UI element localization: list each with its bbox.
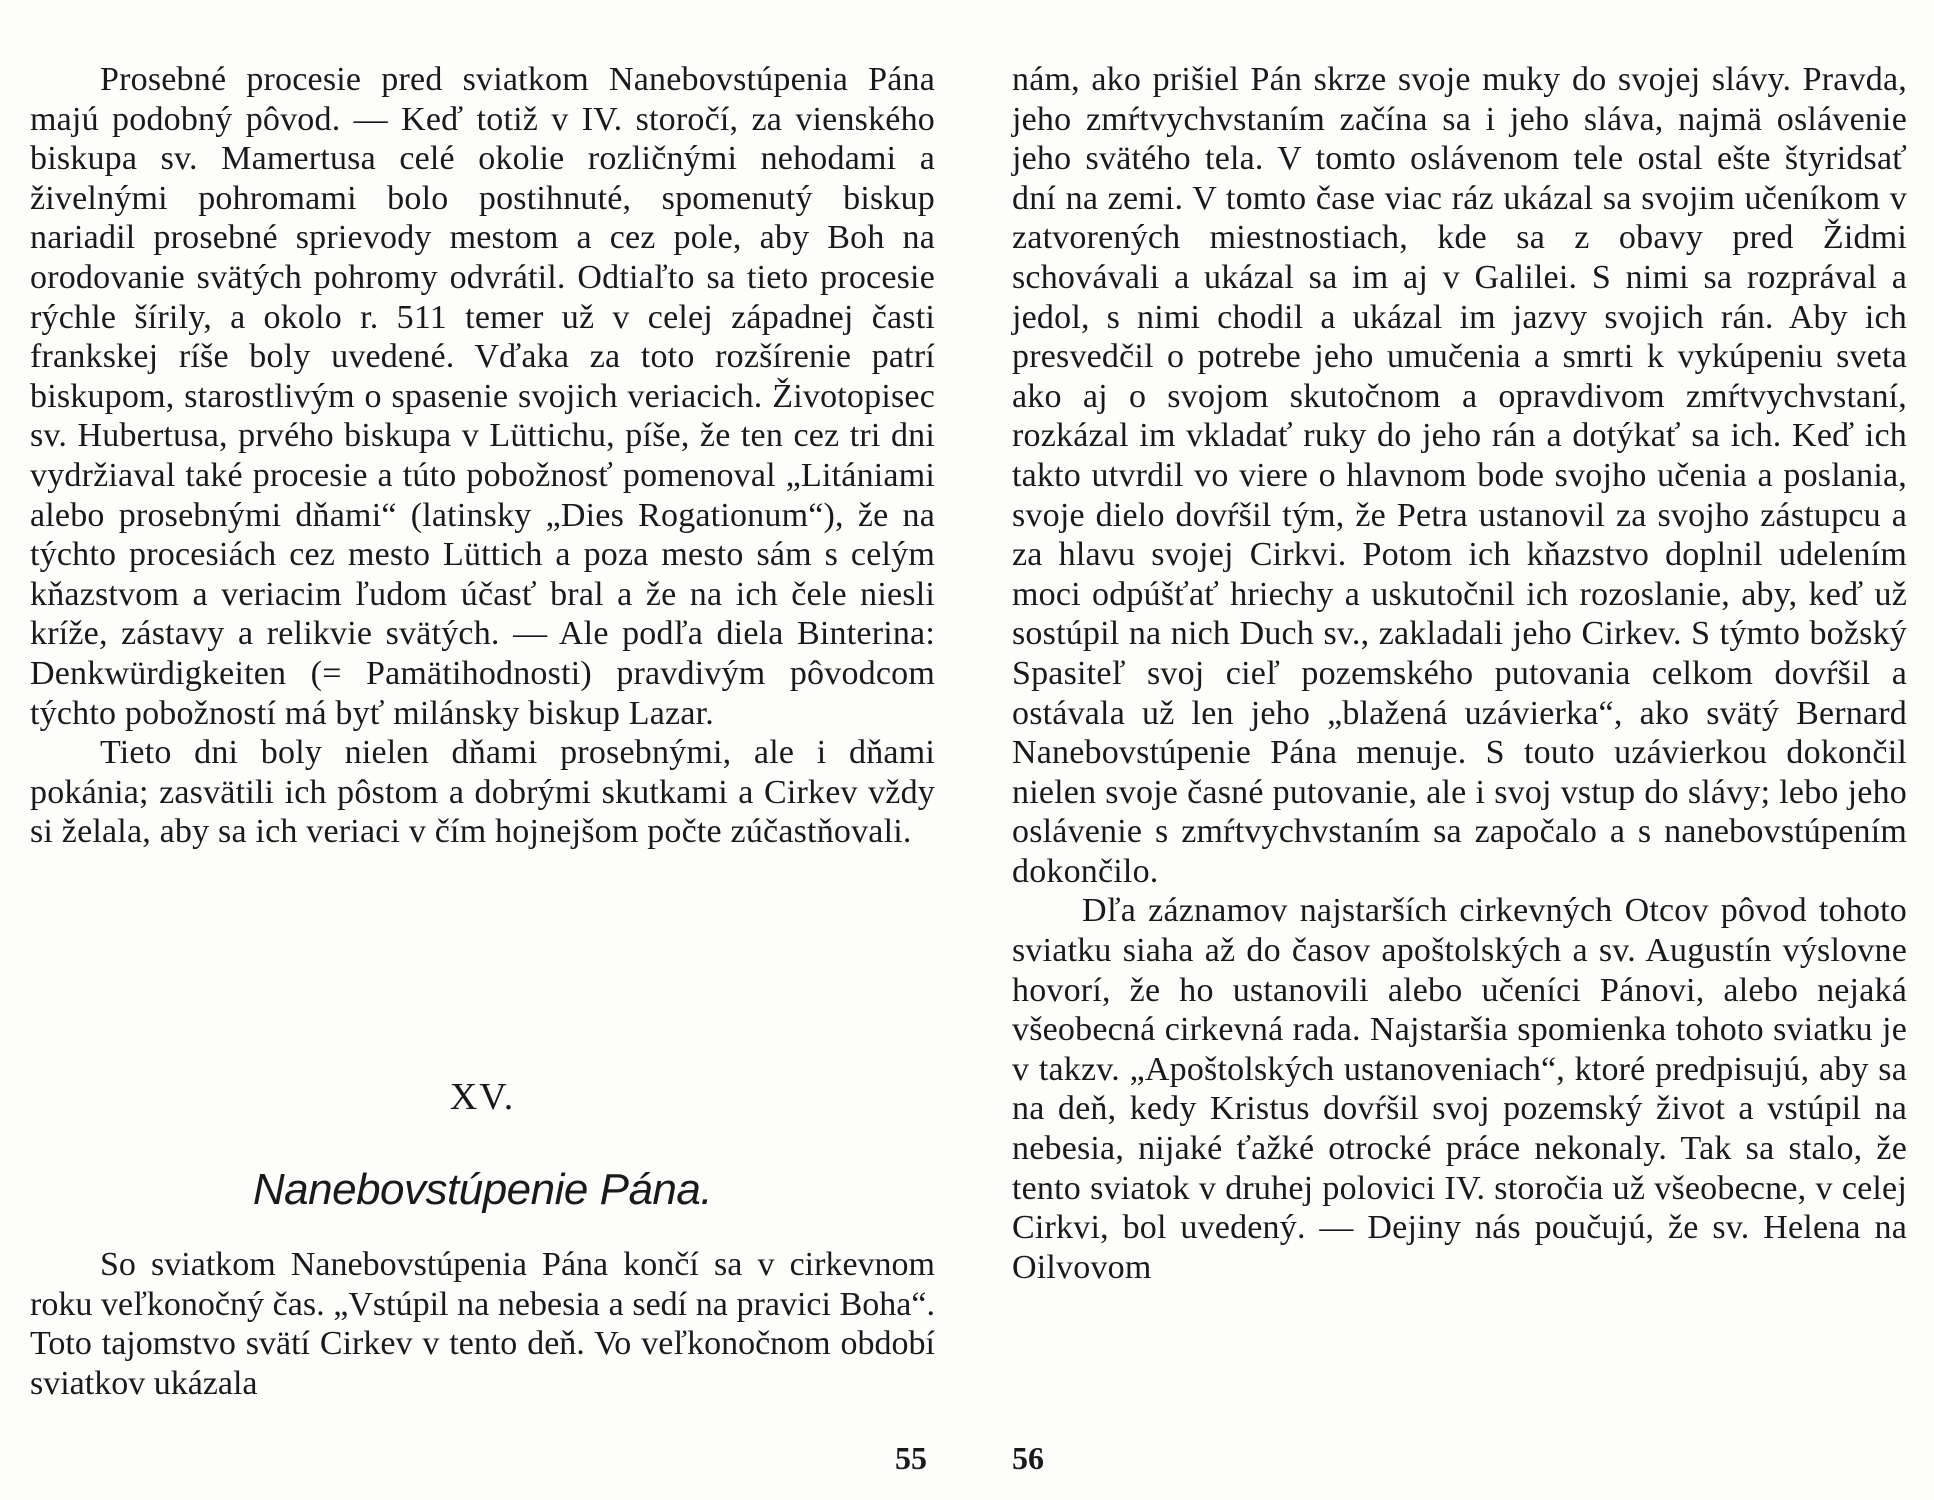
chapter-body [30,1245,935,1403]
left-paragraph-3: So sviatkom Nanebovstúpenia Pána končí sa v cirkevnom roku veľkonočný čas. „Vstúpil na nebesia a sedí na pravici Boha“. Toto tajomstvo svätí Cirkev v tento deň. Vo veľkonočnom období sviatkov ukázala [30,1246,935,1402]
left-page-text-column [30,60,935,852]
left-paragraph-2: Tieto dni boly nielen dňami prosebnými, ale i dňami pokánia; zasvätili ich pôstom a dobrými skutkami a Cirkev vždy si želala, aby sa ich veriaci v čím hojnejšom počte zúčastňovali. [30,734,935,851]
chapter-title: Nanebovstúpenie Pána. [252,1165,713,1214]
right-paragraph-1: nám, ako prišiel Pán skrze svoje muky do svojej slávy. Pravda, jeho zmŕtvychvstaním začína sa i jeho sláva, najmä oslávenie jeho svätého tela. V tomto oslávenom tele ostal ešte štyridsať dní na zemi. V tomto čase viac ráz ukázal sa svojim učeníkom v zatvorených miestnostiach, kde sa z obavy pred Židmi schovávali a ukázal sa im aj v Galilei. S nimi sa rozprával a jedol, s nimi chodil a ukázal im jazvy svojich rán. Aby ich presvedčil o potrebe jeho umučenia a smrti k vykúpeniu sveta ako aj o svojom skutočnom a opravdivom zmŕtvychvstaní, rozkázal im vkladať ruky do jeho rán a dotýkať sa ich. Keď ich takto utvrdil vo viere o hlavnom bode svojho učenia a poslania, svoje dielo dovŕšil tým, že Petra ustanovil za svojho zástupcu a za hlavu svojej Cirkvi. Potom ich kňazstvo doplnil udelením moci odpúšťať hriechy a uskutočnil ich rozoslanie, aby, keď už sostúpil na nich Duch sv., zakladali jeho Cirkev. S týmto božský Spasiteľ svoj cieľ pozemského putovania celkom dovŕšil a ostávala už len jeho „blažená uzávierka“, ako svätý Bernard Nanebovstúpenie Pána menuje. S touto uzávierkou dokončil nielen svoje časné putovanie, ale i svoj vstup do slávy; lebo jeho oslávenie s zmŕtvychvstaním sa započalo a s nanebovstúpením dokončilo. [1012,61,1907,890]
chapter-number: XV. [449,1076,516,1118]
right-page [967,0,1934,1500]
page-number-right: 56 [1012,1440,1044,1476]
right-paragraph-2: Dľa záznamov najstarších cirkevných Otcov pôvod tohoto sviatku siaha až do časov apoštolských a sv. Augustín výslovne hovorí, že ho ustanovili alebo učeníci Pánovi, alebo nejaká všeobecná cirkevná rada. Najstaršia spomienka tohoto sviatku je v takzv. „Apoštolských ustanoveniach“, ktoré predpisujú, aby sa na deň, kedy Kristus dovŕšil svoj pozemský život a vstúpil na nebesia, nijaké ťažké otrocké práce nekonaly. Tak sa stalo, že tento sviatok v druhej polovici IV. storočia už všeobecne, v celej Cirkvi, bol uvedený. — Dejiny nás poučujú, že sv. Helena na Oilvovom [1012,892,1907,1286]
right-page-text-column [1012,60,1907,1287]
left-paragraph-1: Prosebné procesie pred sviatkom Nanebovstúpenia Pána majú podobný pôvod. — Keď totiž v IV. storočí, za vienského biskupa sv. Mamertusa celé okolie rozličnými nehodami a živelnými pohromami bolo postihnuté, spomenutý biskup nariadil prosebné sprievody mestom a cez pole, aby Boh na orodovanie svätých pohromy odvrátil. Odtiaľto sa tieto procesie rýchle šírily, a okolo r. 511 temer už v celej západnej časti frankskej ríše boly uvedené. Vďaka za toto rozšírenie patrí biskupom, starostlivým o spasenie svojich veriacich. Životopisec sv. Hubertusa, prvého biskupa v Lüttichu, píše, že ten cez tri dni vydržiaval také procesie a túto pobožnosť pomenoval „Litániami alebo prosebnými dňami“ (latinsky „Dies Rogationum“), že na týchto procesiách cez mesto Lüttich a poza mesto sám s celým kňazstvom a veriacim ľudom účasť bral a že na ich čele niesli kríže, zástavy a relikvie svätých. — Ale podľa diela Binterina: Denkwürdigkeiten (= Pamätihodnosti) pravdivým pôvodcom týchto pobožností má byť milánsky biskup Lazar. [30,61,935,732]
page-number-left: 55 [895,1440,927,1476]
